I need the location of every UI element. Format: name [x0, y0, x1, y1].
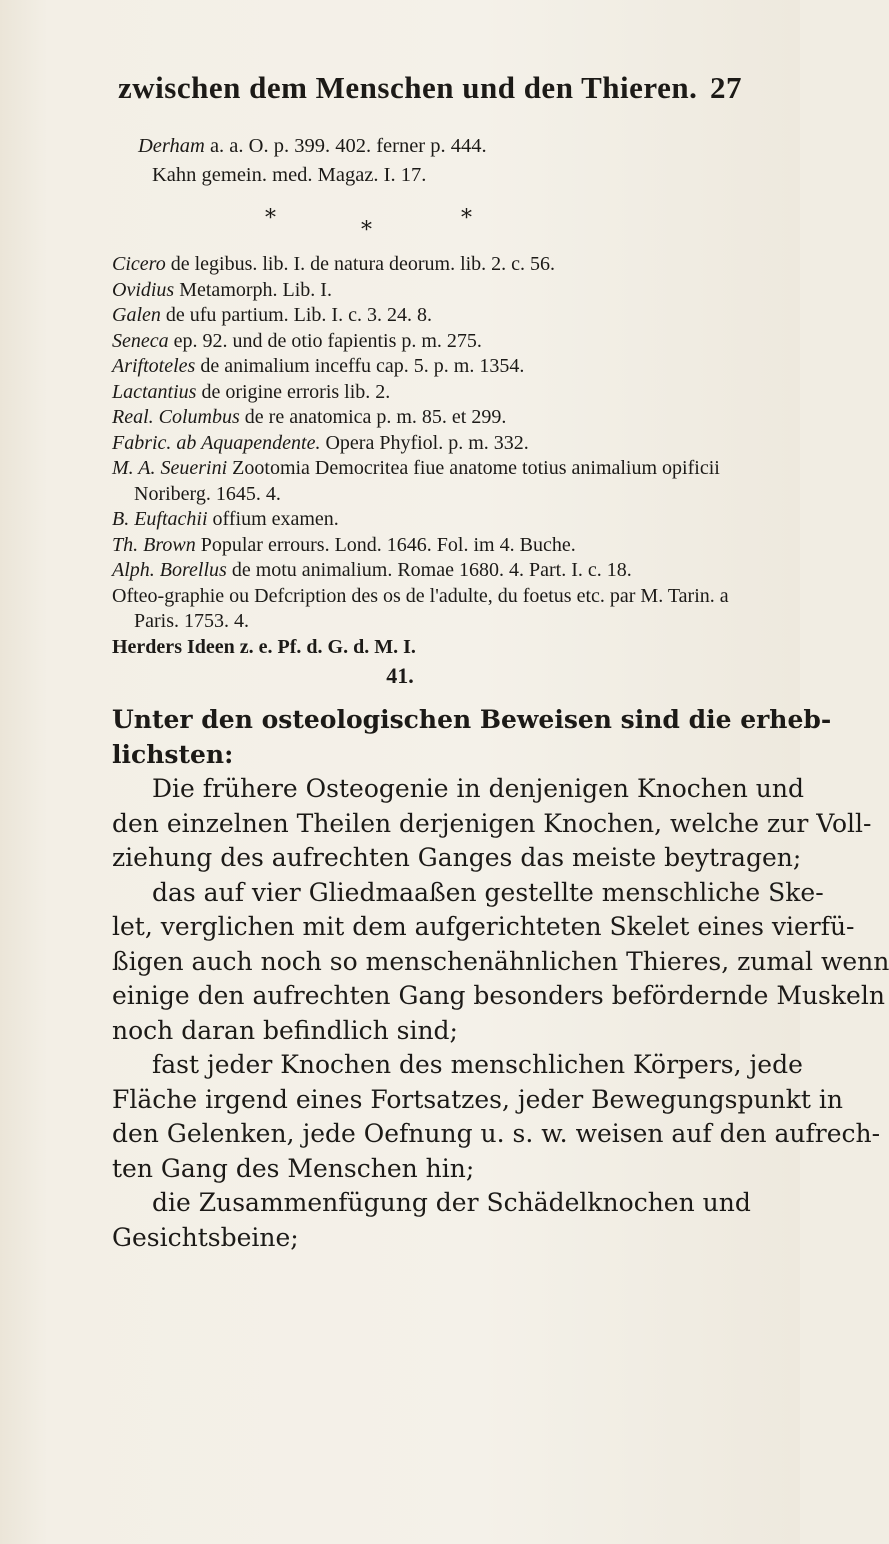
citation-author: Derham — [138, 135, 205, 157]
text-line: fast jeder Knochen des menschlichen Körpers, jede — [152, 1050, 803, 1079]
text-line: ten Gang des Menschen hin; — [112, 1153, 475, 1183]
running-title: zwischen dem Menschen und den Thieren. — [118, 70, 698, 105]
reference-entry: Alph. Borellus de motu animalium. Romae 1680. 4. Part. I. c. 18. — [112, 559, 632, 581]
running-head — [118, 70, 742, 106]
text-line: einige den aufrechten Gang besonders befördernde Muskeln — [112, 981, 885, 1010]
text-line: den Gelenken, jede Oefnung u. s. w. weisen auf den aufrech- — [112, 1119, 881, 1148]
text-line: Die frühere Osteogenie in denjenigen Knochen und — [152, 774, 804, 803]
reference-list — [112, 252, 762, 660]
reference-entry: Th. Brown Popular errours. Lond. 1646. Fol. im 4. Buche. — [112, 533, 576, 556]
text-line: das auf vier Gliedmaaßen gestellte menschliche Ske- — [152, 877, 824, 907]
citation-line — [138, 161, 750, 190]
reference-entry: Seneca ep. 92. und de otio fapientis p. m. 275. — [112, 329, 482, 352]
text-line: ziehung des aufrechten Ganges das meiste beytragen; — [112, 843, 802, 872]
asterism-separator — [265, 206, 475, 243]
reference-entry: M. A. Seuerini Zootomia Democritea fiue anatome totius animalium opificii Noriberg. 1645. 4. — [112, 457, 720, 505]
text-line: Unter den osteologischen Beweisen sind die erheb- — [112, 705, 832, 734]
reference-entry: B. Euftachii offium examen. — [112, 508, 339, 530]
citation-text: Kahn gemein. med. Magaz. I. 17. — [152, 164, 427, 186]
text-line: den einzelnen Theilen derjenigen Knochen, welche zur Voll- — [112, 808, 872, 838]
reference-entry: Cicero de legibus. lib. I. de natura deorum. lib. 2. c. 56. — [112, 253, 556, 275]
reference-entry: Ovidius Metamorph. Lib. I. — [112, 278, 332, 301]
section-body — [112, 703, 889, 1255]
text-line: ßigen auch noch so menschenähnlichen Thieres, zumal wenn — [112, 946, 889, 976]
text-line: noch daran befindlich sind; — [112, 1015, 458, 1045]
asterisk: * — [265, 206, 276, 231]
section-number: 41. — [386, 663, 414, 688]
text-line: die Zusammenfügung der Schädelknochen und — [152, 1188, 751, 1217]
citation-text: a. a. O. p. 399. 402. ferner p. 444. — [204, 135, 487, 157]
page-number: 27 — [710, 70, 742, 105]
reference-entry: Real. Columbus de re anatomica p. m. 85. et 299. — [112, 406, 507, 428]
reference-entry: Fabric. ab Aquapendente. Opera Phyfiol. p. m. 332. — [112, 431, 529, 454]
reference-entry: Ariftoteles de animalium inceffu cap. 5. p. m. 1354. — [112, 355, 525, 377]
reference-entry: Lactantius de origine erroris lib. 2. — [112, 380, 391, 403]
text-line: Gesichtsbeine; — [112, 1222, 299, 1252]
reference-entry: Galen de ufu partium. Lib. I. c. 3. 24. 8. — [112, 304, 432, 326]
citation-block — [138, 132, 750, 190]
text-line: let, verglichen mit dem aufgerichteten Skelet eines vierfü- — [112, 912, 855, 941]
citation-line — [138, 132, 750, 161]
asterisk: * — [461, 206, 472, 231]
reference-entry: Herders Ideen z. e. Pf. d. G. d. M. I. — [112, 635, 416, 658]
text-line: lichsten: — [112, 739, 234, 769]
reference-entry: Ofteo-graphie ou Defcription des os de l'adulte, du foetus etc. par M. Tarin. a Paris. 1753. 4. — [112, 584, 729, 632]
asterisk: * — [361, 218, 372, 243]
text-line: Fläche irgend eines Fortsatzes, jeder Bewegungspunkt in — [112, 1084, 843, 1114]
